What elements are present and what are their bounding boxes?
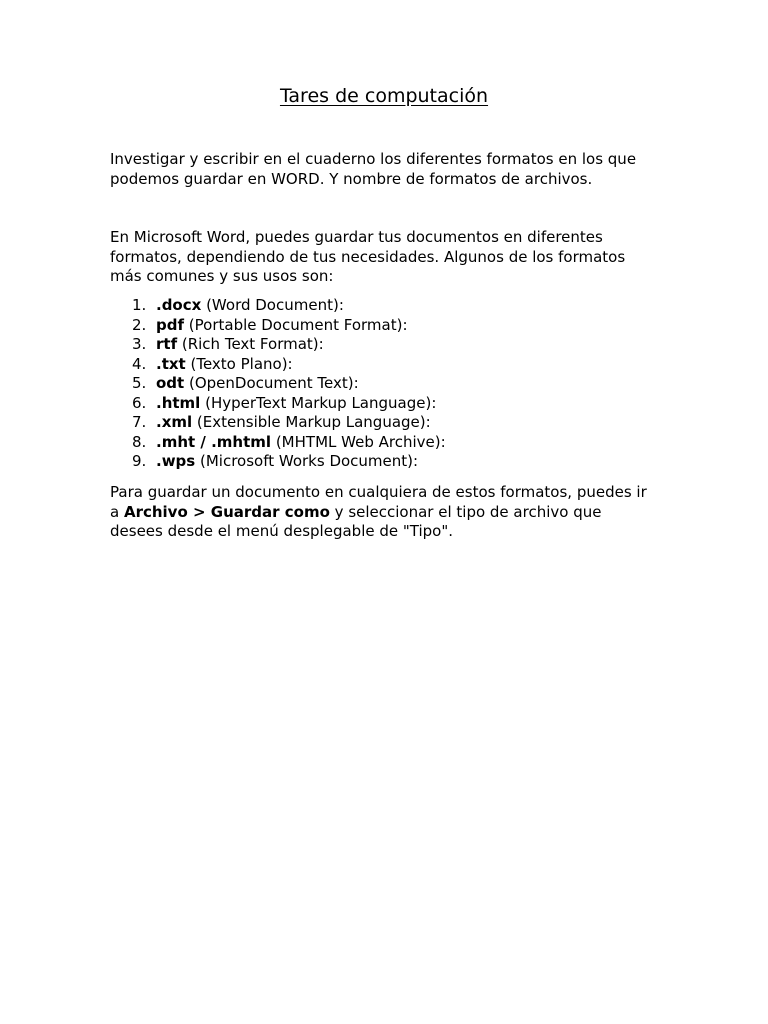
list-number: 9. (132, 452, 147, 470)
document-title: Tares de computación (279, 85, 489, 107)
format-description: (MHTML Web Archive): (271, 432, 446, 451)
list-item (110, 316, 658, 336)
format-extension: .html (156, 393, 201, 412)
format-extension: pdf (156, 315, 185, 334)
lead-paragraph: En Microsoft Word, puedes guardar tus documentos en diferentes formatos, dependiendo de tus necesidades. Algunos de los formatos más comunes y sus usos son: (110, 228, 626, 285)
formats-list (110, 296, 658, 472)
format-extension: .xml (156, 413, 193, 431)
list-item (110, 394, 658, 414)
format-description: (Portable Document Format): (184, 315, 408, 334)
format-description: (Microsoft Works Document): (195, 452, 419, 470)
list-item (110, 452, 658, 472)
list-number: 7. (132, 413, 147, 431)
menu-path: Archivo > Guardar como (123, 502, 330, 521)
format-description: (HyperText Markup Language): (200, 393, 437, 412)
format-extension: .wps (156, 452, 196, 470)
list-number: 8. (132, 432, 147, 451)
list-item (110, 335, 658, 355)
format-extension: odt (156, 374, 185, 392)
format-extension: .mht / .mhtml (156, 432, 272, 451)
list-item (110, 433, 658, 453)
format-extension: .txt (156, 354, 186, 373)
list-number: 1. (132, 296, 147, 314)
format-extension: rtf (156, 335, 178, 353)
closing-paragraph (110, 483, 658, 542)
list-item (110, 296, 658, 316)
format-description: (OpenDocument Text): (184, 374, 359, 392)
format-extension: .docx (156, 296, 202, 314)
format-description: (Extensible Markup Language): (192, 413, 431, 431)
format-description: (Word Document): (201, 296, 344, 314)
list-number: 5. (132, 374, 147, 392)
closing-text-before: Para guardar un documento en cualquiera de estos formatos, puedes ir a (110, 483, 647, 521)
list-number: 2. (132, 315, 147, 334)
closing-text-after: y seleccionar el tipo de archivo que desees desde el menú desplegable de "Tipo". (110, 502, 602, 540)
list-number: 6. (132, 393, 147, 412)
list-item (110, 374, 658, 394)
list-number: 3. (132, 335, 147, 353)
list-item (110, 355, 658, 375)
format-description: (Texto Plano): (185, 354, 293, 373)
format-description: (Rich Text Format): (177, 335, 324, 353)
intro-paragraph: Investigar y escribir en el cuaderno los diferentes formatos en los que podemos guardar en WORD. Y nombre de formatos de archivos. (110, 150, 637, 188)
list-number: 4. (132, 354, 147, 373)
list-item (110, 413, 658, 433)
